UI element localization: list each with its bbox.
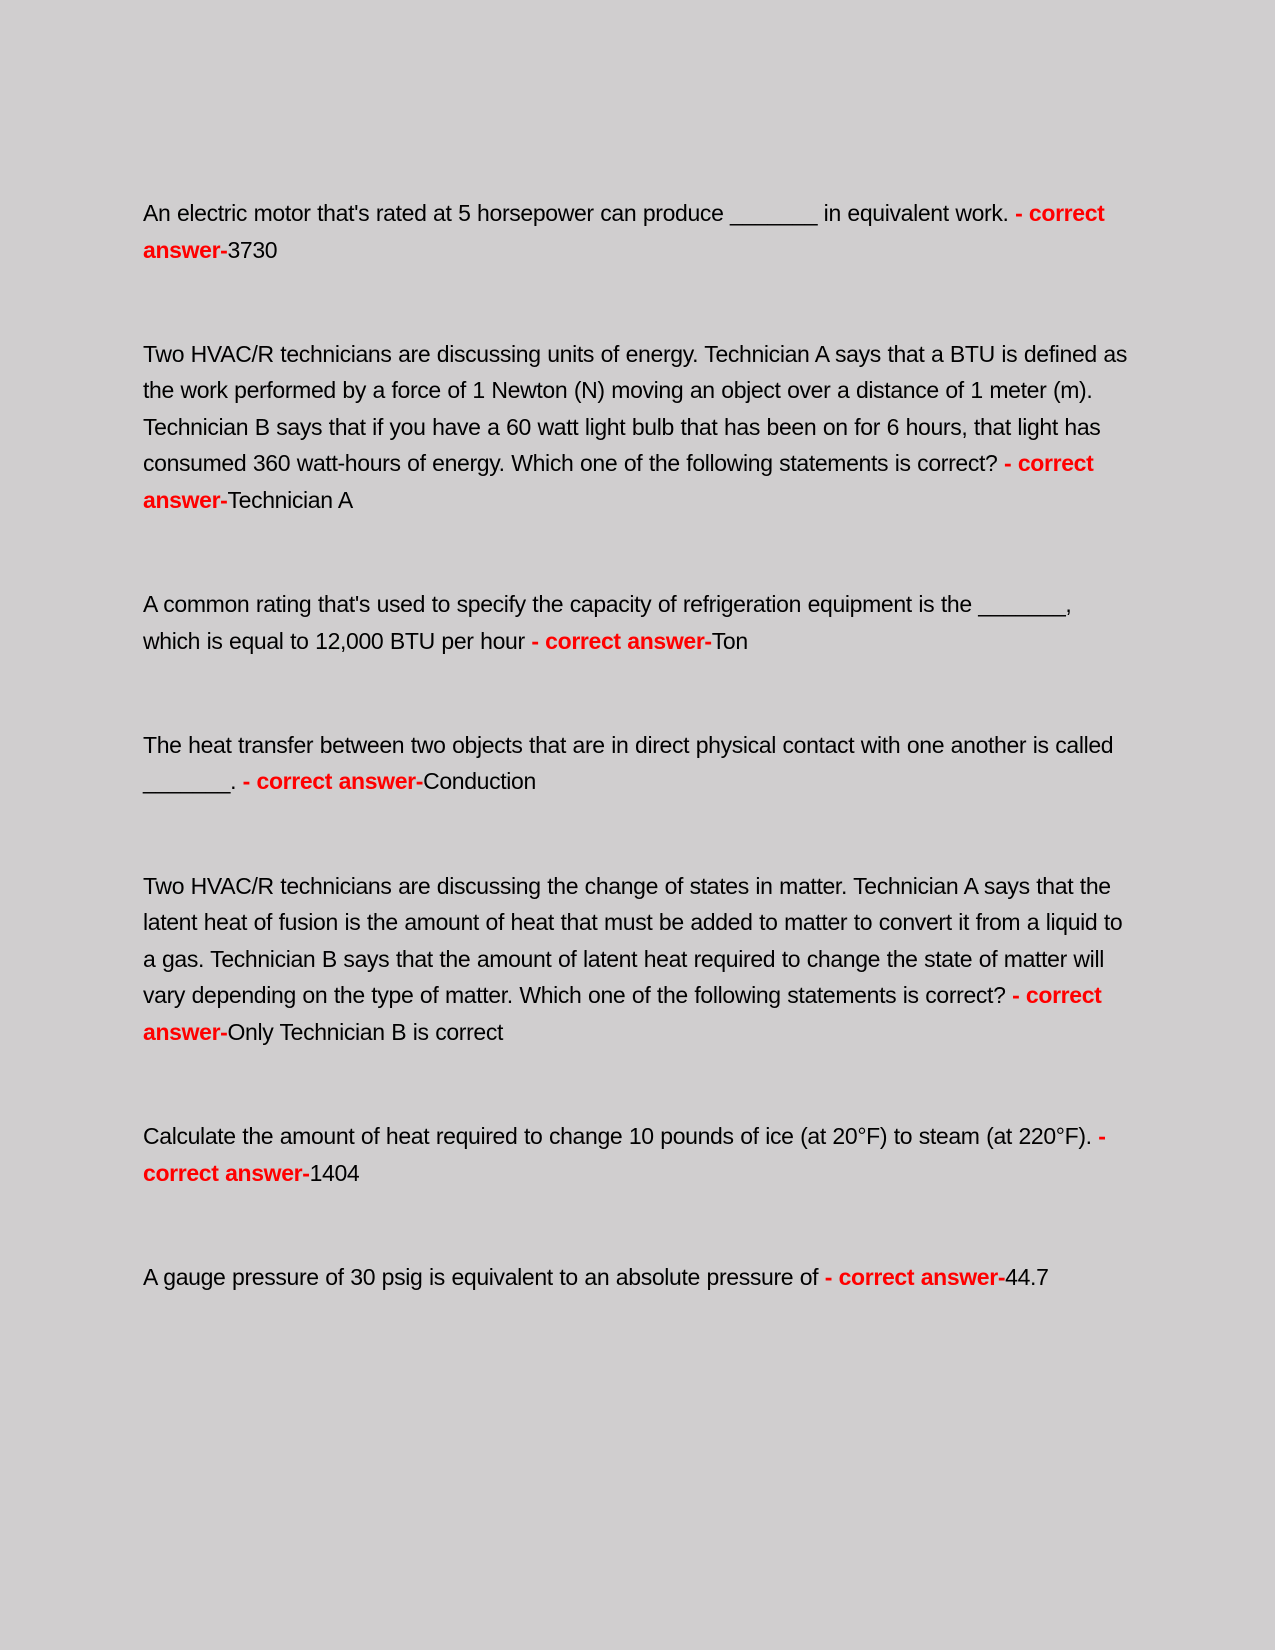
correct-answer-label: - correct answer- <box>143 450 1094 514</box>
question-text: Calculate the amount of heat required to change 10 pounds of ice (at 20°F) to steam (at 220°F). <box>143 1123 1099 1149</box>
question-text: A common rating that's used to specify the capacity of refrigeration equipment is the _______, which is equal to 12,000 BTU per hour <box>143 591 1072 654</box>
document-page <box>143 195 1133 1363</box>
answer-text: 44.7 <box>1005 1263 1049 1290</box>
question-item <box>143 336 1133 519</box>
correct-answer-label: - correct answer- <box>531 627 712 654</box>
question-text: A gauge pressure of 30 psig is equivalent to an absolute pressure of <box>143 1263 825 1290</box>
question-text: Two HVAC/R technicians are discussing units of energy. Technician A says that a BTU is defined as the work performed by a force of 1 Newton (N) moving an object over a distance of 1 meter (m). Technician B says that if you have a 60 watt light bulb that has been on for 6 hours, that light has consumed 360 watt-hours of energy. Which one of the following statements is correct? <box>143 340 1128 477</box>
answer-text: Conduction <box>423 768 536 795</box>
answer-text: 3730 <box>227 236 278 263</box>
correct-answer-label: - correct answer- <box>824 1263 1006 1290</box>
answer-text: Only Technician B is correct <box>227 1018 504 1045</box>
question-item <box>143 586 1133 659</box>
correct-answer-label: - correct answer- <box>242 768 424 795</box>
question-item <box>143 195 1133 268</box>
question-item <box>143 727 1133 800</box>
question-text: The heat transfer between two objects that are in direct physical contact with one another is called _______. <box>143 731 1114 795</box>
answer-text: Ton <box>711 627 748 654</box>
question-text: Two HVAC/R technicians are discussing the change of states in matter. Technician A says that the latent heat of fusion is the amount of heat that must be added to matter to convert it from a liquid to a gas. Technician B says that the amount of latent heat required to change the state of matter will vary depending on the type of matter. Which one of the following statements is correct? <box>143 872 1123 1009</box>
answer-text: Technician A <box>227 487 353 514</box>
correct-answer-label: - correct answer- <box>143 982 1102 1045</box>
answer-text: 1404 <box>309 1159 360 1186</box>
question-item <box>143 1118 1133 1191</box>
question-item <box>143 868 1133 1051</box>
correct-answer-label: - correct answer- <box>143 1123 1106 1186</box>
correct-answer-label: - correct answer- <box>143 200 1105 263</box>
question-text: An electric motor that's rated at 5 horsepower can produce _______ in equivalent work. <box>143 200 1016 226</box>
question-item <box>143 1259 1133 1296</box>
